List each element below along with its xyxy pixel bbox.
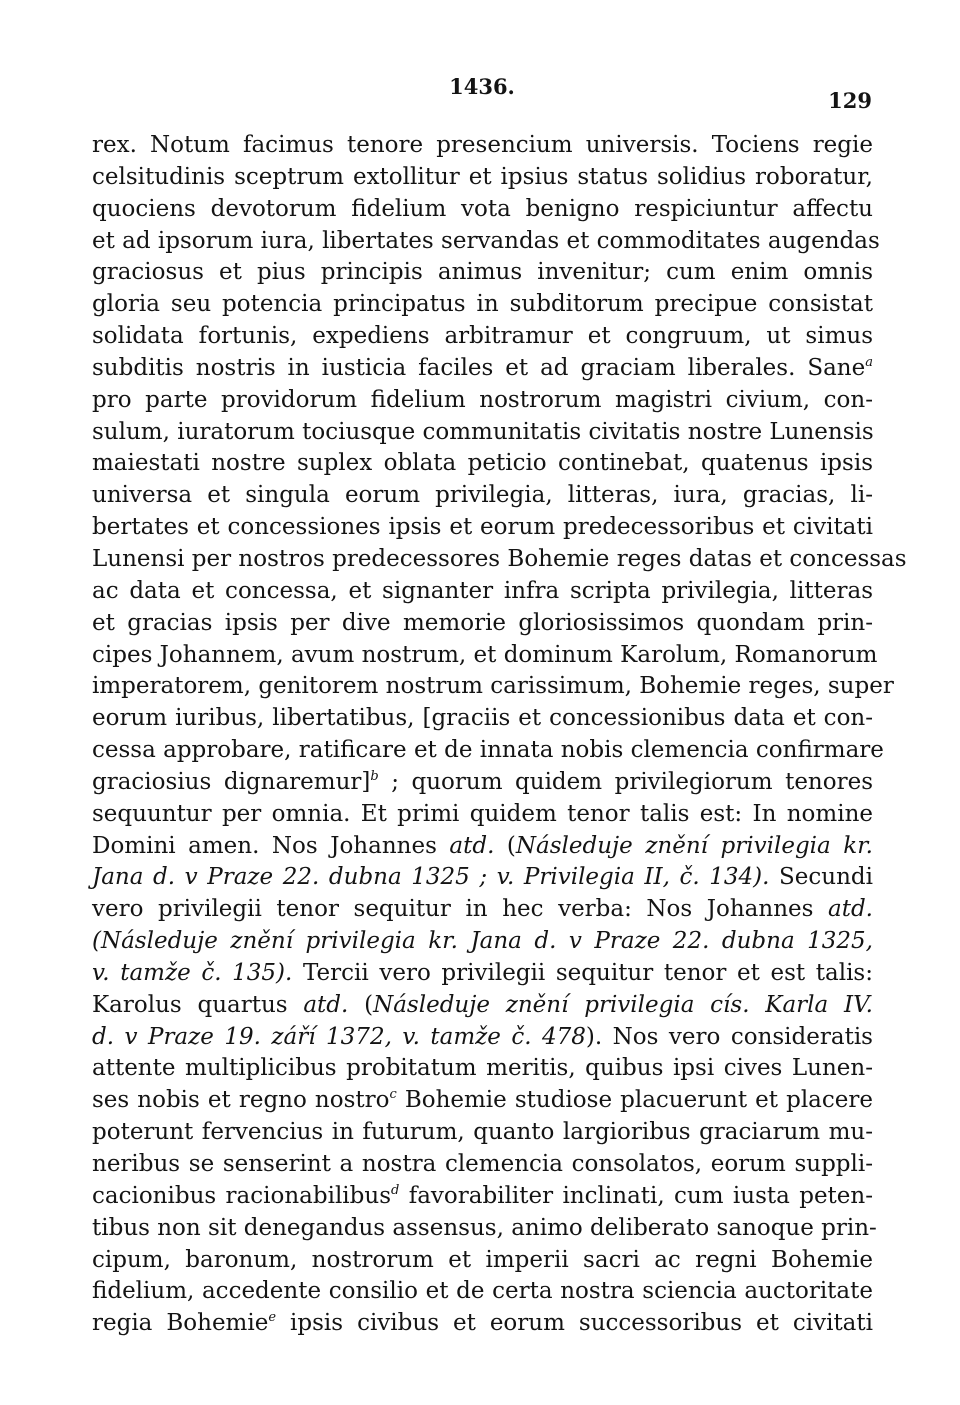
text-line: [92, 1181, 873, 1213]
text-line: [92, 576, 873, 608]
italic-segment: atd.: [303, 991, 349, 1018]
text-line: [92, 257, 873, 289]
text-segment: Tercii vero privilegii sequitur tenor et est talis:: [292, 959, 873, 986]
text-line: [92, 1213, 877, 1245]
text-segment: solidata fortunis, expediens arbitramur et congruum, ut simus: [92, 323, 873, 350]
text-segment: graciosius dignaremur]: [92, 768, 371, 795]
text-line: [92, 1053, 873, 1085]
text-line: [92, 385, 873, 417]
text-segment: cacionibus racionabilibus: [92, 1182, 392, 1209]
text-segment: ; quorum quidem privilegiorum tenores: [378, 768, 874, 795]
text-segment: Karolus quartus: [92, 991, 304, 1018]
text-segment: (: [348, 991, 374, 1018]
text-line: [92, 1117, 873, 1149]
text-line: [92, 289, 873, 321]
text-segment: Secundi: [769, 864, 873, 891]
text-segment: regia Bohemie: [92, 1310, 269, 1337]
text-line: [92, 608, 873, 640]
text-segment: cipum, baronum, nostrorum et imperii sacri ac regni Bohemie: [92, 1246, 873, 1273]
text-line: [92, 703, 873, 735]
text-segment: favorabiliter inclinati, cum iusta peten-: [399, 1182, 873, 1209]
text-segment: universa et singula eorum privilegia, litteras, iura, gracias, li-: [92, 482, 873, 509]
text-segment: tibus non sit denegandus assensus, animo deliberato sanoque prin-: [92, 1214, 877, 1241]
text-segment: sequuntur per omnia. Et primi quidem tenor talis est: In nomine: [92, 800, 873, 827]
italic-segment: atd.: [828, 896, 873, 923]
text-segment: ses nobis et regno nostro: [92, 1087, 390, 1114]
italic-segment: Následuje znění privilegia cís. Karla IV.: [373, 991, 873, 1018]
italic-segment: d. v Praze 19. září 1372, v. tamže č. 478: [92, 1023, 586, 1050]
text-line: [92, 194, 873, 226]
text-segment: imperatorem, genitorem nostrum carissimum, Bohemie reges, super: [92, 673, 894, 700]
text-segment: rex. Notum facimus tenore presencium universis. Tociens regie: [92, 132, 873, 158]
text-segment: sulum, iuratorum tociusque communitatis civitatis nostre Lunensis: [92, 418, 874, 445]
running-header: [92, 74, 872, 114]
text-segment: eorum iuribus, libertatibus, [graciis et concessionibus data et con-: [92, 705, 873, 732]
text-line: [92, 1022, 873, 1054]
page-number: 129: [828, 88, 872, 113]
text-segment: subditis nostris in iusticia faciles et ad graciam liberales. Sane: [92, 354, 866, 381]
footnote-marker: e: [268, 1310, 277, 1326]
text-segment: pro parte providorum fidelium nostrorum magistri civium, con-: [92, 386, 873, 413]
text-line: [92, 831, 873, 863]
text-segment: cipes Johannem, avum nostrum, et dominum Karolum, Romanorum: [92, 641, 878, 668]
text-line: [92, 512, 873, 544]
text-line: [92, 862, 873, 894]
text-line: [92, 958, 873, 990]
italic-segment: Následuje znění privilegia kr.: [515, 832, 873, 859]
text-line: [92, 735, 884, 767]
text-segment: poterunt fervencius in futurum, quanto largioribus graciarum mu-: [92, 1119, 873, 1146]
italic-segment: Jana d. v Praze 22. dubna 1325 ; v. Privilegia II, č. 134).: [92, 864, 770, 891]
text-segment: fidelium, accedente consilio et de certa nostra sciencia auctoritate: [92, 1278, 873, 1305]
text-line: [92, 767, 873, 799]
text-segment: maiestati nostre suplex oblata peticio continebat, quatenus ipsis: [92, 450, 873, 477]
text-line: [92, 130, 873, 162]
text-segment: vero privilegii tenor sequitur in hec verba: Nos Johannes: [92, 896, 828, 923]
text-segment: et ad ipsorum iura, libertates servandas et commoditates augendas: [92, 227, 880, 254]
text-segment: gloria seu potencia principatus in subditorum precipue consistat: [92, 291, 873, 318]
body-text: [92, 130, 907, 1340]
footnote-marker: b: [370, 768, 379, 784]
text-line: [92, 1308, 873, 1340]
text-line: [92, 321, 873, 353]
text-segment: attente multiplicibus probitatum meritis, quibus ipsi cives Lunen-: [92, 1055, 873, 1082]
text-line: [92, 990, 873, 1022]
text-segment: et gracias ipsis per dive memorie gloriosissimos quondam prin-: [92, 609, 873, 636]
text-line: [92, 480, 873, 512]
footnote-marker: a: [865, 354, 873, 370]
text-segment: Bohemie studiose placuerunt et placere: [396, 1087, 873, 1114]
text-line: [92, 544, 907, 576]
text-segment: (: [494, 832, 516, 859]
text-segment: cessa approbare, ratificare et de innata nobis clemencia confirmare: [92, 737, 884, 764]
text-segment: graciosus et pius principis animus invenitur; cum enim omnis: [92, 259, 873, 286]
footnote-marker: c: [389, 1087, 397, 1103]
text-line: [92, 162, 873, 194]
text-line: [92, 417, 873, 449]
italic-segment: v. tamže č. 135).: [92, 959, 293, 986]
italic-segment: atd.: [449, 832, 495, 859]
text-line: [92, 894, 873, 926]
text-line: [92, 640, 878, 672]
header-year: 1436.: [449, 74, 515, 99]
text-line: [92, 1276, 873, 1308]
text-segment: ac data et concessa, et signanter infra scripta privilegia, litteras: [92, 577, 873, 604]
text-segment: Domini amen. Nos Johannes: [92, 832, 450, 859]
text-line: [92, 226, 880, 258]
text-segment: ipsis civibus et eorum successoribus et civitati: [276, 1310, 873, 1337]
text-line: [92, 448, 873, 480]
text-segment: bertates et concessiones ipsis et eorum predecessoribus et civitati: [92, 514, 873, 541]
text-segment: ). Nos vero consideratis: [585, 1023, 873, 1050]
text-line: [92, 353, 873, 385]
text-segment: neribus se senserint a nostra clemencia consolatos, eorum suppli-: [92, 1151, 873, 1177]
text-line: [92, 1085, 873, 1117]
footnote-marker: d: [391, 1182, 400, 1198]
text-line: [92, 671, 894, 703]
text-segment: quociens devotorum fidelium vota benigno respiciuntur affectu: [92, 195, 873, 222]
text-line: [92, 799, 873, 831]
text-line: [92, 1149, 873, 1181]
text-segment: Lunensi per nostros predecessores Bohemie reges datas et concessas: [92, 545, 907, 572]
italic-segment: (Následuje znění privilegia kr. Jana d. v Praze 22. dubna 1325,: [92, 928, 873, 955]
text-line: [92, 1245, 873, 1277]
text-line: [92, 926, 873, 958]
text-segment: celsitudinis sceptrum extollitur et ipsius status solidius roboratur,: [92, 163, 873, 190]
